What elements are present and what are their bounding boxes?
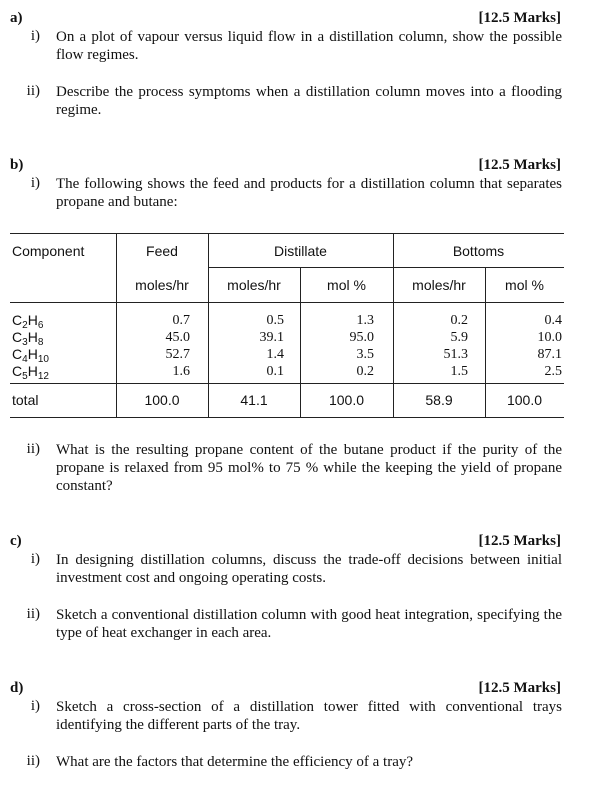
distillate-moles-values — [208, 312, 284, 380]
section-a-marks: [12.5 Marks] — [478, 10, 561, 26]
table-cell: 95.0 — [349, 330, 374, 345]
question-a-i-number: i) — [30, 28, 40, 44]
distillation-table — [10, 233, 564, 417]
header-distillate: Distillate — [274, 243, 327, 259]
component-formula: $C_2H_6$ — [12, 312, 44, 331]
section-b-label: b) — [10, 157, 24, 173]
question-c-ii-text: Sketch a conventional distillation column with good heat integration, specifying the type of heat exchanger in each area. — [56, 607, 562, 641]
question-c-ii-number: ii) — [26, 606, 40, 622]
table-cell: 0.1 — [266, 364, 284, 379]
question-a-ii-text: Describe the process symptoms when a distillation column moves into a flooding regime. — [56, 84, 562, 118]
table-cell: 0.4 — [544, 313, 562, 328]
total-feed: 100.0 — [144, 392, 180, 408]
bottoms-mol-pct-values — [485, 312, 562, 380]
header-feed: Feed — [146, 243, 178, 259]
header-bottoms-mol-pct: mol % — [505, 277, 544, 293]
question-c-i-number: i) — [30, 551, 40, 567]
table-cell: 2.5 — [544, 364, 562, 379]
question-b-i-number: i) — [30, 175, 40, 191]
header-bottoms: Bottoms — [452, 243, 505, 259]
question-d-i-number: i) — [30, 698, 40, 714]
table-cell: 51.3 — [443, 347, 468, 362]
total-label: total — [12, 392, 39, 408]
feed-values — [116, 312, 190, 380]
total-distillate-moles: 41.1 — [240, 392, 268, 408]
table-cell: 0.7 — [172, 313, 190, 328]
distillate-mol-pct-values — [300, 312, 374, 380]
question-a-ii-number: ii) — [26, 83, 40, 99]
header-component: Component — [12, 243, 85, 259]
question-b-i-text: The following shows the feed and products for a distillation column that separates propane and butane: — [56, 176, 562, 210]
section-a-label: a) — [10, 10, 23, 26]
table-cell: 5.9 — [450, 330, 468, 345]
table-cell: 0.2 — [450, 313, 468, 328]
table-bottom-border — [10, 417, 564, 418]
section-c-label: c) — [10, 533, 22, 549]
total-bottoms-moles: 58.9 — [425, 392, 453, 408]
section-d-marks: [12.5 Marks] — [478, 680, 561, 696]
question-d-ii-number: ii) — [26, 753, 40, 769]
header-distillate-mol-pct: mol % — [327, 277, 366, 293]
table-cell: 1.5 — [450, 364, 468, 379]
table-group-divider — [208, 267, 564, 268]
table-header-bottom-border — [10, 302, 564, 303]
component-formula: $C_3H_8$ — [12, 329, 44, 348]
table-cell: 39.1 — [259, 330, 284, 345]
table-cell: 10.0 — [537, 330, 562, 345]
section-d-label: d) — [10, 680, 24, 696]
component-formula: $C_4H_{10}$ — [12, 346, 49, 365]
section-b-marks: [12.5 Marks] — [478, 157, 561, 173]
table-cell: 87.1 — [537, 347, 562, 362]
question-d-ii-text: What are the factors that determine the efficiency of a tray? — [56, 754, 414, 770]
table-cell: 3.5 — [356, 347, 374, 362]
question-d-i-text: Sketch a cross-section of a distillation tower fitted with conventional trays identifying the different parts of the tray. — [56, 699, 562, 733]
header-distillate-moles: moles/hr — [227, 277, 281, 293]
table-cell: 52.7 — [165, 347, 190, 362]
section-c-marks: [12.5 Marks] — [478, 533, 561, 549]
header-feed-unit: moles/hr — [135, 277, 189, 293]
table-cell: 45.0 — [165, 330, 190, 345]
table-cell: 1.6 — [172, 364, 190, 379]
table-cell: 1.3 — [356, 313, 374, 328]
component-list — [12, 312, 49, 380]
question-b-ii-text: What is the resulting propane content of the butane product if the purity of the propane is relaxed from 95 mol% to 75 % while the keeping the yield of propane constant? — [56, 442, 562, 494]
question-c-i-text: In designing distillation columns, discuss the trade-off decisions between initial investment cost and ongoing operating costs. — [56, 552, 562, 586]
table-cell: 0.5 — [266, 313, 284, 328]
table-cell: 1.4 — [266, 347, 284, 362]
header-bottoms-moles: moles/hr — [412, 277, 466, 293]
table-top-border — [10, 233, 564, 234]
bottoms-moles-values — [393, 312, 468, 380]
question-b-ii-number: ii) — [26, 441, 40, 457]
table-total-divider — [10, 383, 564, 384]
component-formula: $C_5H_{12}$ — [12, 363, 49, 382]
table-cell: 0.2 — [356, 364, 374, 379]
total-distillate-mol-pct: 100.0 — [328, 392, 365, 408]
total-bottoms-mol-pct: 100.0 — [506, 392, 543, 408]
question-a-i-text: On a plot of vapour versus liquid flow in a distillation column, show the possible flow regimes. — [56, 29, 562, 63]
